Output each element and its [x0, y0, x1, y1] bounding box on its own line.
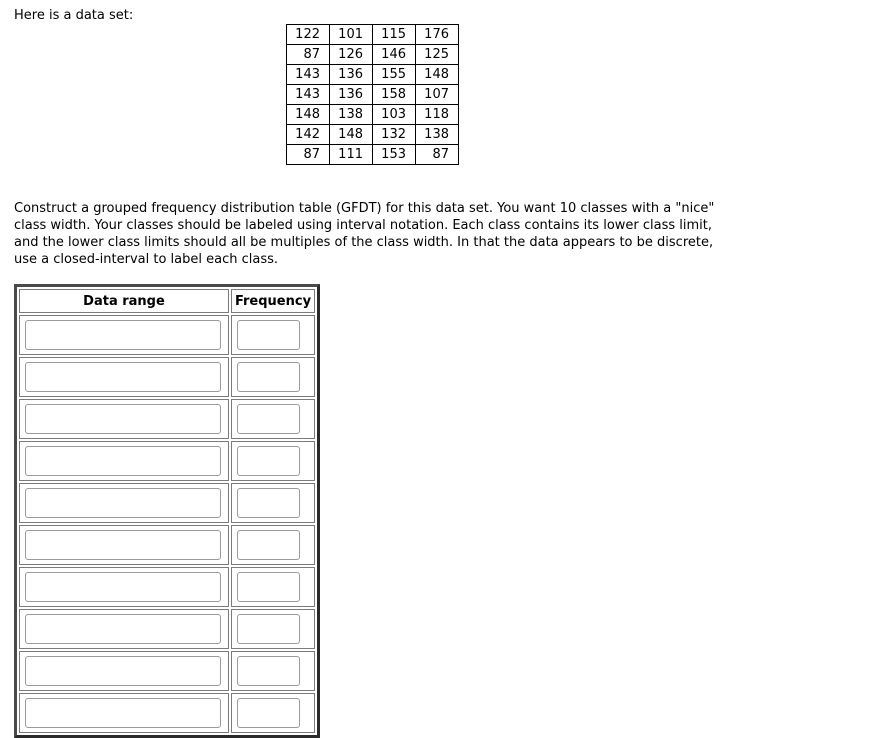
data-set-cell: 148 [330, 125, 373, 145]
data-range-input[interactable] [25, 446, 221, 476]
frequency-cell [231, 399, 315, 439]
gfdt-row [19, 651, 315, 691]
gfdt-table-body [19, 315, 315, 733]
data-set-cell: 132 [373, 125, 416, 145]
frequency-cell [231, 567, 315, 607]
data-range-input[interactable] [25, 698, 221, 728]
data-set-cell: 107 [416, 85, 459, 105]
gfdt-row [19, 693, 315, 733]
frequency-input[interactable] [237, 446, 300, 476]
intro-text: Here is a data set: [14, 8, 134, 23]
gfdt-row [19, 357, 315, 397]
data-set-cell: 143 [287, 65, 330, 85]
frequency-cell [231, 441, 315, 481]
data-set-cell: 143 [287, 85, 330, 105]
gfdt-row [19, 399, 315, 439]
data-range-header: Data range [19, 289, 229, 313]
data-set-cell: 115 [373, 25, 416, 45]
data-range-input[interactable] [25, 488, 221, 518]
data-set-row [287, 65, 459, 85]
data-range-cell [19, 315, 229, 355]
data-set-row [287, 145, 459, 165]
data-set-cell: 111 [330, 145, 373, 165]
data-set-cell: 87 [287, 45, 330, 65]
frequency-cell [231, 651, 315, 691]
data-range-input[interactable] [25, 572, 221, 602]
data-set-cell: 153 [373, 145, 416, 165]
data-range-input[interactable] [25, 530, 221, 560]
data-set-cell: 136 [330, 85, 373, 105]
frequency-input[interactable] [237, 320, 300, 350]
frequency-input[interactable] [237, 530, 300, 560]
gfdt-table-header [19, 289, 315, 313]
data-set-cell: 138 [330, 105, 373, 125]
data-range-input[interactable] [25, 404, 221, 434]
data-set-row [287, 45, 459, 65]
data-set-cell: 148 [287, 105, 330, 125]
data-set-cell: 138 [416, 125, 459, 145]
data-set-cell: 118 [416, 105, 459, 125]
instructions-text: Construct a grouped frequency distribution table (GFDT) for this data set. You want 10 classes with a "nice" class width. Your classes should be labeled using interval notation. Each class contains its lower class limit, and the lower class limits should all be multiples of the class width. In that the data appears to be discrete, use a closed-interval to label each class. [14, 201, 715, 267]
gfdt-row [19, 315, 315, 355]
data-set-cell: 103 [373, 105, 416, 125]
frequency-cell [231, 483, 315, 523]
frequency-cell [231, 315, 315, 355]
data-set-cell: 87 [416, 145, 459, 165]
data-range-cell [19, 441, 229, 481]
gfdt-row [19, 483, 315, 523]
data-set-cell: 146 [373, 45, 416, 65]
frequency-input[interactable] [237, 404, 300, 434]
gfdt-row [19, 525, 315, 565]
data-set-cell: 125 [416, 45, 459, 65]
frequency-cell [231, 693, 315, 733]
data-set-cell: 158 [373, 85, 416, 105]
data-range-input[interactable] [25, 614, 221, 644]
data-range-cell [19, 483, 229, 523]
frequency-cell [231, 525, 315, 565]
data-range-input[interactable] [25, 656, 221, 686]
data-set-row [287, 85, 459, 105]
frequency-input[interactable] [237, 572, 300, 602]
data-set-table [286, 24, 459, 165]
data-set-cell: 87 [287, 145, 330, 165]
data-set-cell: 122 [287, 25, 330, 45]
frequency-input[interactable] [237, 698, 300, 728]
data-set-cell: 176 [416, 25, 459, 45]
data-range-cell [19, 567, 229, 607]
data-range-cell [19, 525, 229, 565]
data-range-cell [19, 399, 229, 439]
gfdt-row [19, 609, 315, 649]
data-set-cell: 148 [416, 65, 459, 85]
gfdt-row [19, 441, 315, 481]
data-set-row [287, 125, 459, 145]
data-set-row [287, 25, 459, 45]
data-set-table-body [287, 25, 459, 165]
data-range-cell [19, 651, 229, 691]
gfdt-table [14, 284, 320, 738]
frequency-input[interactable] [237, 614, 300, 644]
gfdt-row [19, 567, 315, 607]
data-range-input[interactable] [25, 362, 221, 392]
data-set-cell: 142 [287, 125, 330, 145]
frequency-input[interactable] [237, 362, 300, 392]
frequency-cell [231, 357, 315, 397]
gfdt-header-row [19, 289, 315, 313]
frequency-header: Frequency [231, 289, 315, 313]
data-set-row [287, 105, 459, 125]
frequency-cell [231, 609, 315, 649]
data-set-cell: 101 [330, 25, 373, 45]
data-range-input[interactable] [25, 320, 221, 350]
data-set-cell: 126 [330, 45, 373, 65]
frequency-input[interactable] [237, 488, 300, 518]
data-range-cell [19, 693, 229, 733]
frequency-input[interactable] [237, 656, 300, 686]
data-range-cell [19, 357, 229, 397]
data-set-cell: 155 [373, 65, 416, 85]
data-range-cell [19, 609, 229, 649]
data-set-cell: 136 [330, 65, 373, 85]
